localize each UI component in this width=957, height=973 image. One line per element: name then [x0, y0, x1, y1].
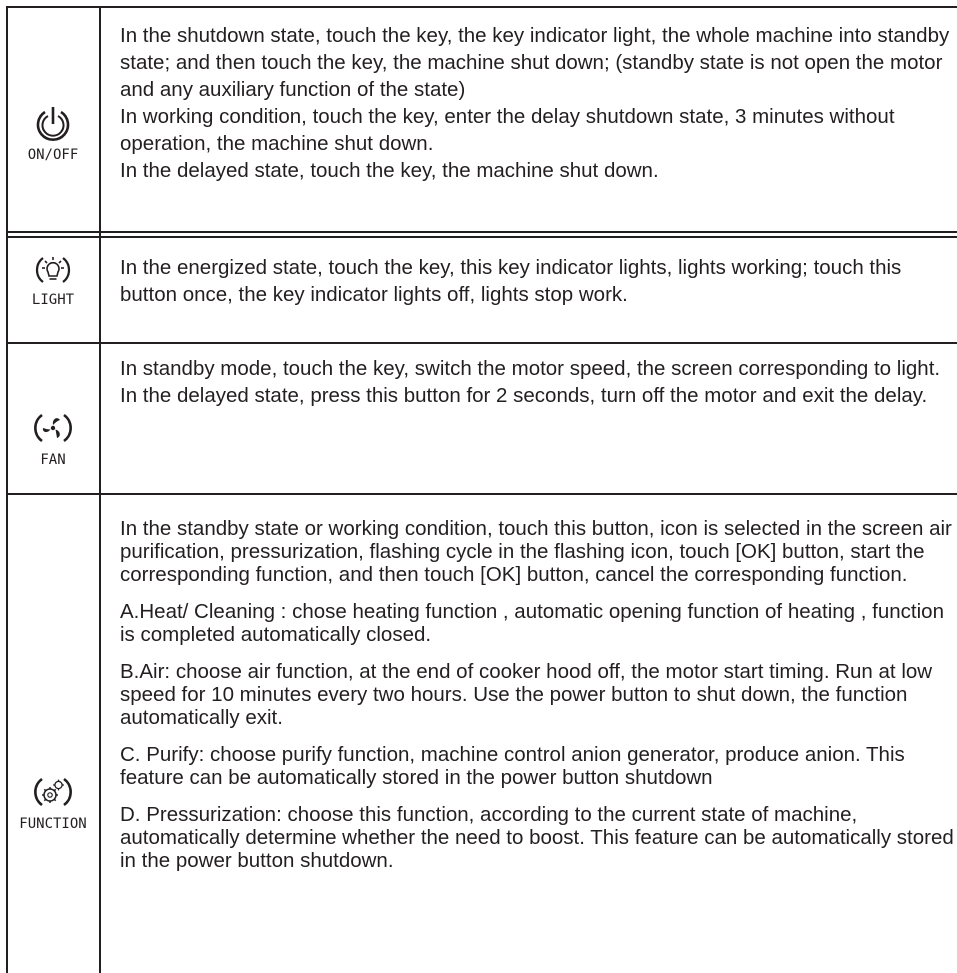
gears-icon [33, 772, 73, 812]
light-label: LIGHT [31, 292, 75, 308]
row-divider [6, 342, 957, 344]
light-bulb-icon [35, 252, 71, 288]
description-paragraph: A.Heat/ Cleaning : chose heating function , automatic opening function of heating , function is completed automatically closed. [120, 600, 944, 646]
description-paragraph: C. Purify: choose purify function, machine control anion generator, produce anion. This feature can be automatically stored in the power button shutdown [120, 743, 905, 789]
row-divider [6, 236, 957, 238]
function-description [120, 517, 955, 886]
onoff-icon-cell [6, 103, 100, 163]
description-paragraph: In standby mode, touch the key, switch the motor speed, the screen corresponding to light. [120, 357, 941, 380]
onoff-label: ON/OFF [27, 147, 79, 163]
description-paragraph: In the delayed state, touch the key, the machine shut down. [120, 159, 659, 182]
fan-label: FAN [40, 452, 66, 468]
table-top-border [6, 6, 957, 8]
description-paragraph: D. Pressurization: choose this function, according to the current state of machine, automatically determine whether the need to boost. This feature can be automatically stored in the power button shutdown. [120, 803, 954, 872]
row-divider [6, 231, 957, 233]
light-icon-cell [6, 252, 100, 308]
row-divider [6, 493, 957, 495]
fan-description [120, 355, 953, 409]
function-icon-cell [6, 772, 100, 832]
description-paragraph: B.Air: choose air function, at the end of cooker hood off, the motor start timing. Run at low speed for 10 minutes every two hours. Use the power button to shut down, the function automatically exit. [120, 660, 933, 729]
description-paragraph: In the energized state, touch the key, this key indicator lights, lights working; touch this button once, the key indicator lights off, lights stop work. [120, 256, 902, 306]
description-paragraph: In the standby state or working condition, touch this button, icon is selected in the screen air purification, pressurization, flashing cycle in the flashing icon, touch [OK] button, start the corresponding function, and then touch [OK] button, cancel the corresponding function. [120, 517, 952, 586]
function-label: FUNCTION [19, 816, 87, 832]
onoff-description [120, 22, 953, 184]
light-description [120, 254, 953, 308]
description-paragraph: In working condition, touch the key, enter the delay shutdown state, 3 minutes without operation, the machine shut down. [120, 105, 895, 155]
description-paragraph: In the shutdown state, touch the key, the key indicator light, the whole machine into standby state; and then touch the key, the machine shut down; (standby state is not open the motor and any auxiliary function of the state) [120, 24, 950, 101]
power-icon [33, 103, 73, 143]
description-paragraph: In the delayed state, press this button for 2 seconds, turn off the motor and exit the delay. [120, 384, 928, 407]
fan-icon-cell [6, 408, 100, 468]
fan-icon [33, 408, 73, 448]
